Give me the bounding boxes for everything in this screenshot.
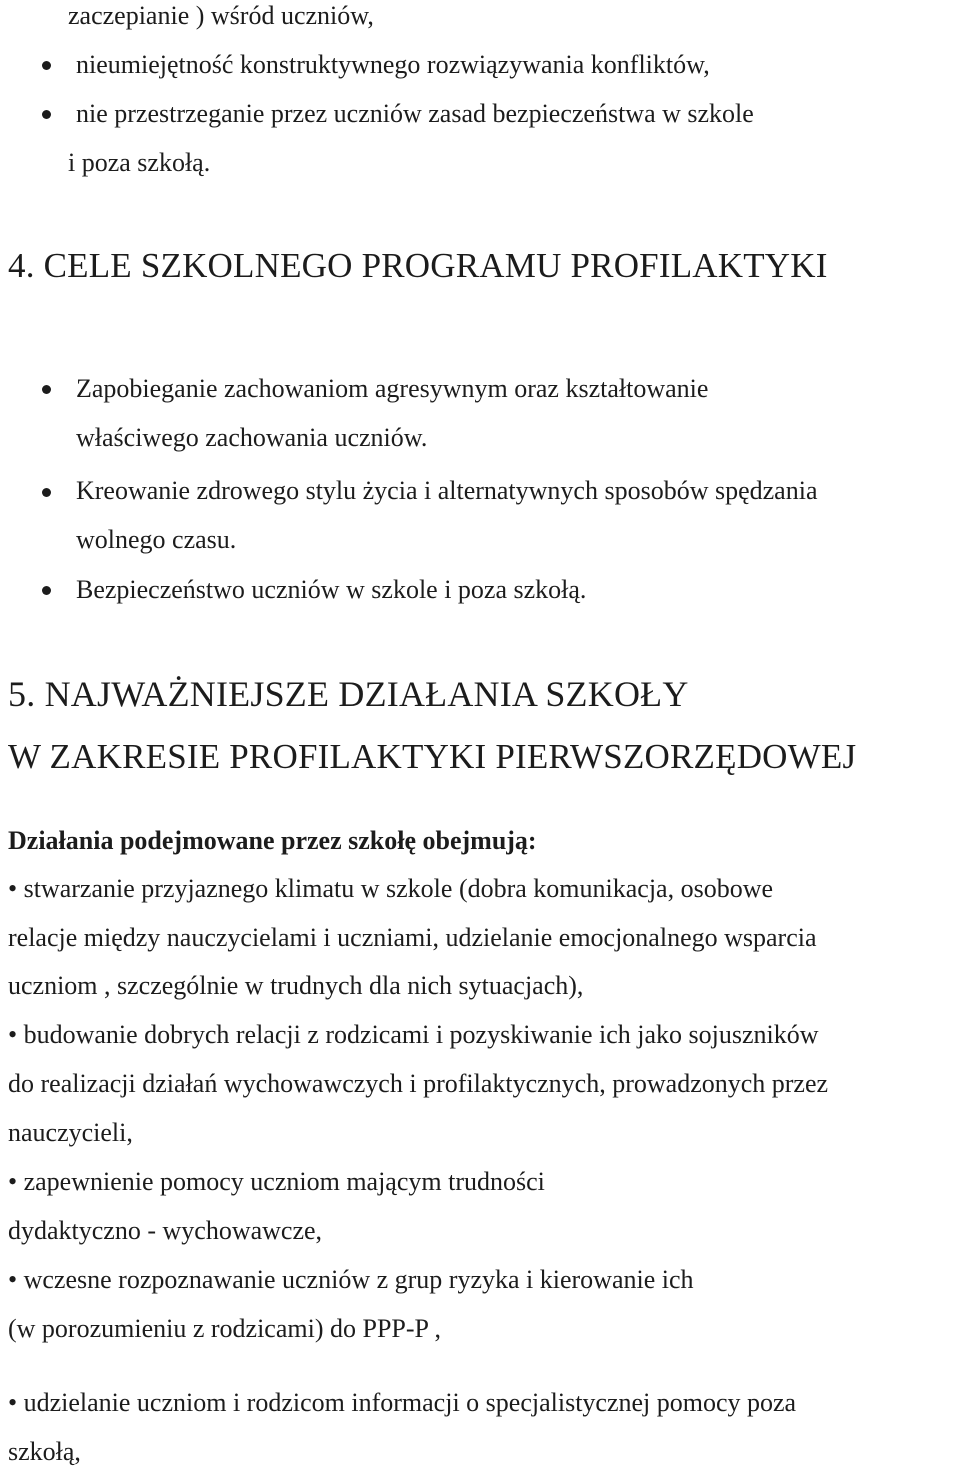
action-line-5: do realizacji działań wychowawczych i profilaktycznych, prowadzonych przez — [8, 1069, 829, 1098]
goal-item-1-line-2: właściwego zachowania uczniów. — [76, 423, 428, 452]
action-line-7: • zapewnienie pomocy uczniom mającym trudności — [8, 1167, 545, 1196]
section-4-heading: 4. CELE SZKOLNEGO PROGRAMU PROFILAKTYKI — [8, 246, 828, 285]
intro-line-continuation: zaczepianie ) wśród uczniów, — [68, 1, 374, 30]
intro-bullet-1: nieumiejętność konstruktywnego rozwiązywania konfliktów, — [76, 50, 710, 79]
bullet-icon — [42, 586, 51, 595]
action-line-4: • budowanie dobrych relacji z rodzicami i pozyskiwanie ich jako sojuszników — [8, 1020, 819, 1049]
bullet-icon — [42, 61, 51, 70]
bullet-icon — [42, 385, 51, 394]
goal-item-1-line-1: Zapobieganie zachowaniom agresywnym oraz kształtowanie — [76, 374, 709, 403]
section-5-subheading: Działania podejmowane przez szkołę obejmują: — [8, 826, 537, 855]
goal-item-3: Bezpieczeństwo uczniów w szkole i poza szkołą. — [76, 575, 587, 604]
action-line-6: nauczycieli, — [8, 1118, 133, 1147]
section-5-heading-line-1: 5. NAJWAŻNIEJSZE DZIAŁANIA SZKOŁY — [8, 674, 689, 714]
action-line-3: uczniom , szczególnie w trudnych dla nich sytuacjach), — [8, 971, 584, 1000]
bullet-icon — [42, 110, 51, 119]
action-line-11: • udzielanie uczniom i rodzicom informacji o specjalistycznej pomocy poza — [8, 1388, 797, 1417]
goal-item-2-line-1: Kreowanie zdrowego stylu życia i alternatywnych sposobów spędzania — [76, 476, 818, 505]
action-line-8: dydaktyczno - wychowawcze, — [8, 1216, 323, 1245]
section-5-heading-line-2: W ZAKRESIE PROFILAKTYKI PIERWSZORZĘDOWEJ — [8, 737, 857, 776]
intro-bullet-2: nie przestrzeganie przez uczniów zasad bezpieczeństwa w szkole — [76, 99, 754, 128]
action-line-1: • stwarzanie przyjaznego klimatu w szkole (dobra komunikacja, osobowe — [8, 874, 774, 903]
action-line-2: relacje między nauczycielami i uczniami, udzielanie emocjonalnego wsparcia — [8, 923, 817, 952]
bullet-icon — [42, 488, 51, 497]
goal-item-2-line-2: wolnego czasu. — [76, 525, 237, 554]
action-line-12: szkołą, — [8, 1437, 81, 1466]
action-line-10: (w porozumieniu z rodzicami) do PPP-P , — [8, 1314, 442, 1343]
action-line-9: • wczesne rozpoznawanie uczniów z grup ryzyka i kierowanie ich — [8, 1265, 694, 1294]
intro-bullet-2-continuation: i poza szkołą. — [68, 148, 211, 177]
